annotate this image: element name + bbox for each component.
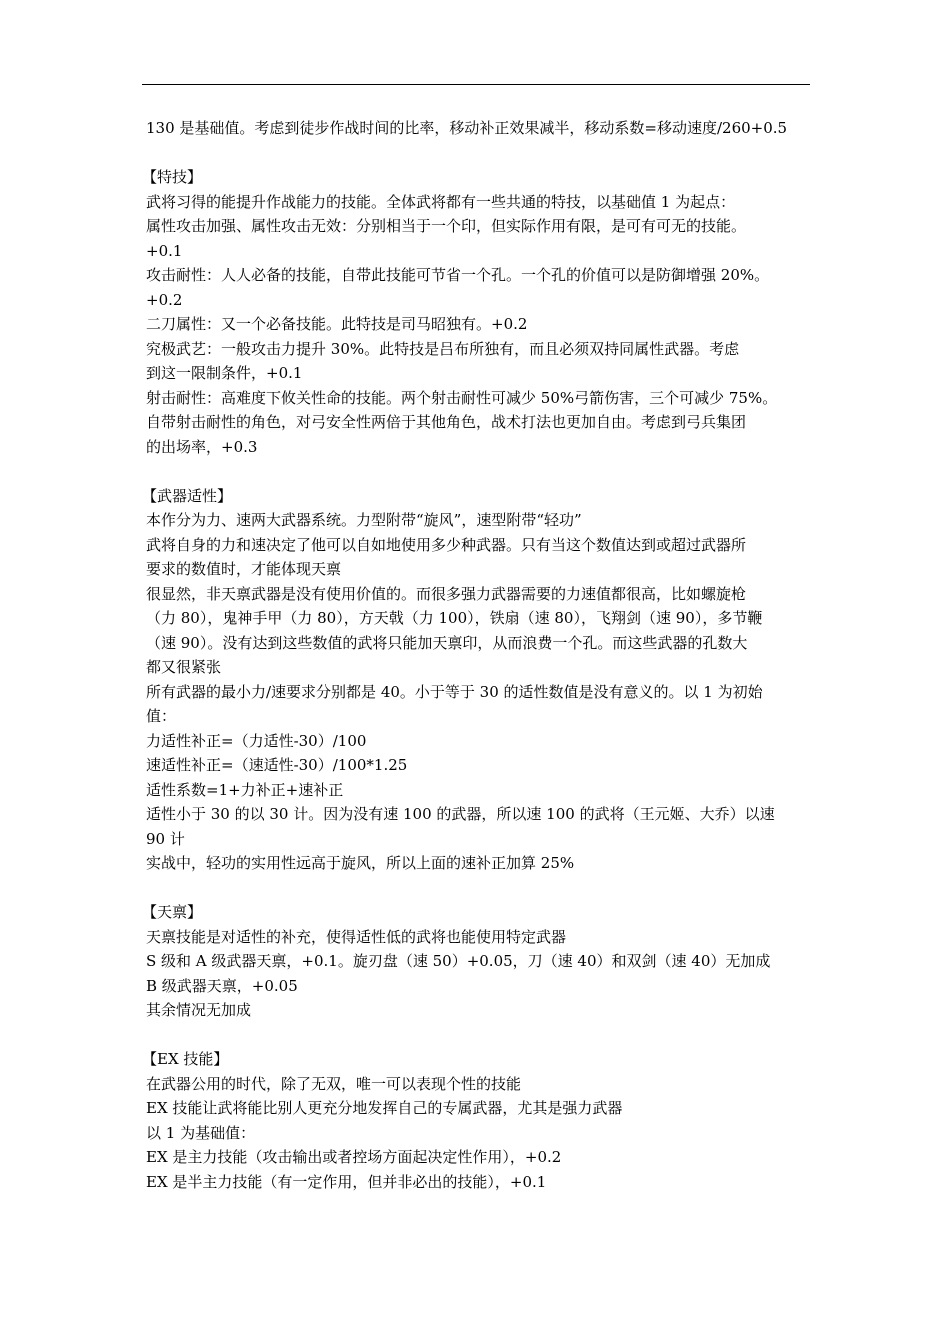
text-line: 的出场率，+0.3 — [146, 437, 258, 456]
text-line: S 级和 A 级武器天禀，+0.1。旋刃盘（速 50）+0.05，刀（速 40）和双剑（速 40）无加成 — [146, 952, 771, 970]
text-line: （速 90）。没有达到这些数值的武将只能加天禀印，从而浪费一个孔。而这些武器的孔数大 — [146, 633, 748, 652]
text-line: EX 技能让武将能比别人更充分地发挥自己的专属武器，尤其是强力武器 — [146, 1099, 623, 1117]
text-line: 值： — [146, 707, 177, 725]
text-line: 究极武艺：一般攻击力提升 30%。此特技是吕布所独有，而且必须双持同属性武器。考虑 — [146, 339, 740, 358]
text-line: 适性小于 30 的以 30 计。因为没有速 100 的武器，所以速 100 的武将（王元姬、大乔）以速 — [146, 805, 775, 823]
text-line: 速适性补正=（速适性-30）/100*1.25 — [146, 756, 408, 774]
section-heading: 【武器适性】 — [142, 486, 233, 505]
paragraph-gap — [146, 1023, 810, 1048]
text-line: 二刀属性：又一个必备技能。此特技是司马昭独有。+0.2 — [146, 315, 528, 333]
header-rule — [142, 84, 810, 85]
text-line: 力适性补正=（力适性-30）/100 — [146, 731, 367, 750]
text-line: EX 是半主力技能（有一定作用，但并非必出的技能），+0.1 — [146, 1172, 547, 1191]
text-line: 130 是基础值。考虑到徒步作战时间的比率，移动补正效果减半，移动系数=移动速度/260+0.5 — [146, 119, 788, 137]
document-body — [142, 116, 810, 1194]
text-line: 本作分为力、速两大武器系统。力型附带“旋风”，速型附带“轻功” — [146, 511, 582, 529]
text-line: 所有武器的最小力/速要求分别都是 40。小于等于 30 的适性数值是没有意义的。以 1 为初始 — [146, 682, 763, 701]
text-line: 到这一限制条件，+0.1 — [146, 364, 303, 382]
text-line: 90 计 — [146, 829, 185, 848]
text-line: 攻击耐性：人人必备的技能，自带此技能可节省一个孔。一个孔的价值可以是防御增强 20%。 — [146, 266, 770, 284]
text-line: +0.2 — [146, 290, 183, 309]
text-line: 在武器公用的时代，除了无双，唯一可以表现个性的技能 — [146, 1074, 522, 1093]
text-line: 属性攻击加强、属性攻击无效：分别相当于一个印，但实际作用有限，是可有可无的技能。 — [146, 217, 747, 235]
section-heading: 【天禀】 — [142, 903, 203, 921]
paragraph-gap — [146, 876, 810, 901]
paragraph-gap — [146, 459, 810, 484]
text-line: 适性系数=1+力补正+速补正 — [146, 780, 344, 799]
text-line: EX 是主力技能（攻击输出或者控场方面起决定性作用），+0.2 — [146, 1148, 562, 1166]
text-line: 很显然，非天禀武器是没有使用价值的。而很多强力武器需要的力速值都很高，比如螺旋枪 — [146, 584, 747, 603]
text-line: 实战中，轻功的实用性远高于旋风，所以上面的速补正加算 25% — [146, 854, 575, 872]
section-heading: 【特技】 — [142, 168, 203, 186]
text-line: +0.1 — [146, 241, 183, 260]
text-line: 天禀技能是对适性的补充，使得适性低的武将也能使用特定武器 — [146, 927, 567, 946]
section-heading: 【EX 技能】 — [142, 1050, 229, 1068]
text-line: 武将自身的力和速决定了他可以自如地使用多少种武器。只有当这个数值达到或超过武器所 — [146, 535, 747, 554]
text-line: 自带射击耐性的角色，对弓安全性两倍于其他角色，战术打法也更加自由。考虑到弓兵集团 — [146, 413, 747, 431]
text-line: 要求的数值时，才能体现天禀 — [146, 560, 342, 578]
paragraph-gap — [146, 141, 810, 166]
text-line: 射击耐性：高难度下攸关性命的技能。两个射击耐性可减少 50%弓箭伤害，三个可减少 75%。 — [146, 388, 778, 407]
text-line: 其余情况无加成 — [146, 1001, 252, 1019]
text-line: B 级武器天禀，+0.05 — [146, 976, 298, 995]
text-line: 以 1 为基础值： — [146, 1123, 256, 1142]
text-line: 武将习得的能提升作战能力的技能。全体武将都有一些共通的特技，以基础值 1 为起点： — [146, 192, 736, 211]
text-line: （力 80），鬼神手甲（力 80），方天戟（力 100），铁扇（速 80），飞翔剑（速 90），多节鞭 — [146, 609, 763, 627]
text-line: 都又很紧张 — [146, 658, 222, 676]
